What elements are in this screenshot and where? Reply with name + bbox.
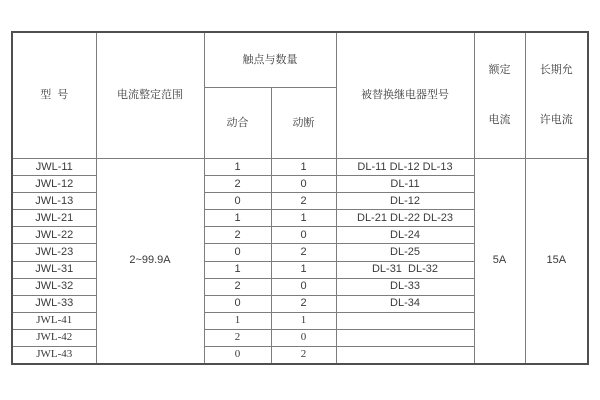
cell-replaced-model: DL-25 bbox=[336, 244, 474, 261]
header-long-term-current-line2: 许电流 bbox=[539, 113, 573, 126]
cell-contact-nc: 1 bbox=[271, 210, 336, 227]
cell-contact-nc: 2 bbox=[271, 295, 336, 312]
cell-model: JWL-33 bbox=[12, 295, 96, 312]
cell-contact-no: 1 bbox=[204, 159, 271, 176]
cell-contact-no: 1 bbox=[204, 261, 271, 278]
cell-contact-no: 1 bbox=[204, 312, 271, 329]
header-current-setting-range: 电流整定范围 bbox=[96, 32, 204, 159]
cell-replaced-model: DL-11 DL-12 DL-13 bbox=[336, 159, 474, 176]
cell-contact-nc: 1 bbox=[271, 159, 336, 176]
table-row bbox=[12, 159, 588, 176]
cell-model: JWL-12 bbox=[12, 176, 96, 193]
relay-spec-table bbox=[11, 31, 589, 365]
cell-model: JWL-23 bbox=[12, 244, 96, 261]
header-contact-nc: 动断 bbox=[271, 88, 336, 159]
cell-long-term-current: 15A bbox=[525, 159, 588, 364]
cell-model: JWL-21 bbox=[12, 210, 96, 227]
header-replaced-relay-model: 被替换继电器型号 bbox=[336, 32, 474, 159]
cell-contact-nc: 0 bbox=[271, 278, 336, 295]
cell-model: JWL-11 bbox=[12, 159, 96, 176]
cell-contact-no: 2 bbox=[204, 329, 271, 346]
header-contacts-group: 触点与数量 bbox=[204, 32, 336, 88]
header-contact-no: 动合 bbox=[204, 88, 271, 159]
cell-replaced-model: DL-21 DL-22 DL-23 bbox=[336, 210, 474, 227]
cell-contact-no: 0 bbox=[204, 346, 271, 364]
cell-contact-no: 0 bbox=[204, 244, 271, 261]
cell-contact-nc: 1 bbox=[271, 261, 336, 278]
cell-replaced-model: DL-24 bbox=[336, 227, 474, 244]
header-rated-current-line2: 电流 bbox=[488, 113, 511, 126]
cell-model: JWL-43 bbox=[12, 346, 96, 364]
relay-spec-table-container bbox=[11, 31, 587, 365]
cell-rated-current: 5A bbox=[474, 159, 525, 364]
header-long-term-current-line1: 长期允 bbox=[539, 64, 573, 77]
cell-replaced-model bbox=[336, 346, 474, 364]
cell-contact-nc: 2 bbox=[271, 244, 336, 261]
cell-model: JWL-42 bbox=[12, 329, 96, 346]
header-rated-current-line1: 额定 bbox=[488, 64, 511, 77]
cell-contact-nc: 2 bbox=[271, 346, 336, 364]
cell-replaced-model: DL-33 bbox=[336, 278, 474, 295]
cell-contact-no: 2 bbox=[204, 227, 271, 244]
cell-contact-no: 2 bbox=[204, 278, 271, 295]
cell-replaced-model: DL-34 bbox=[336, 295, 474, 312]
cell-contact-nc: 0 bbox=[271, 227, 336, 244]
cell-contact-nc: 1 bbox=[271, 312, 336, 329]
cell-model: JWL-32 bbox=[12, 278, 96, 295]
cell-model: JWL-13 bbox=[12, 193, 96, 210]
cell-model: JWL-22 bbox=[12, 227, 96, 244]
cell-contact-no: 0 bbox=[204, 193, 271, 210]
cell-contact-nc: 0 bbox=[271, 176, 336, 193]
cell-contact-nc: 0 bbox=[271, 329, 336, 346]
cell-contact-no: 1 bbox=[204, 210, 271, 227]
cell-contact-no: 0 bbox=[204, 295, 271, 312]
cell-contact-no: 2 bbox=[204, 176, 271, 193]
header-model: 型 号 bbox=[12, 32, 96, 159]
cell-current-setting-range: 2~99.9A bbox=[96, 159, 204, 364]
cell-replaced-model bbox=[336, 329, 474, 346]
cell-replaced-model: DL-11 bbox=[336, 176, 474, 193]
cell-model: JWL-41 bbox=[12, 312, 96, 329]
header-rated-current bbox=[474, 32, 525, 159]
cell-replaced-model: DL-12 bbox=[336, 193, 474, 210]
cell-replaced-model bbox=[336, 312, 474, 329]
cell-replaced-model: DL-31 DL-32 bbox=[336, 261, 474, 278]
header-long-term-current bbox=[525, 32, 588, 159]
cell-contact-nc: 2 bbox=[271, 193, 336, 210]
cell-model: JWL-31 bbox=[12, 261, 96, 278]
